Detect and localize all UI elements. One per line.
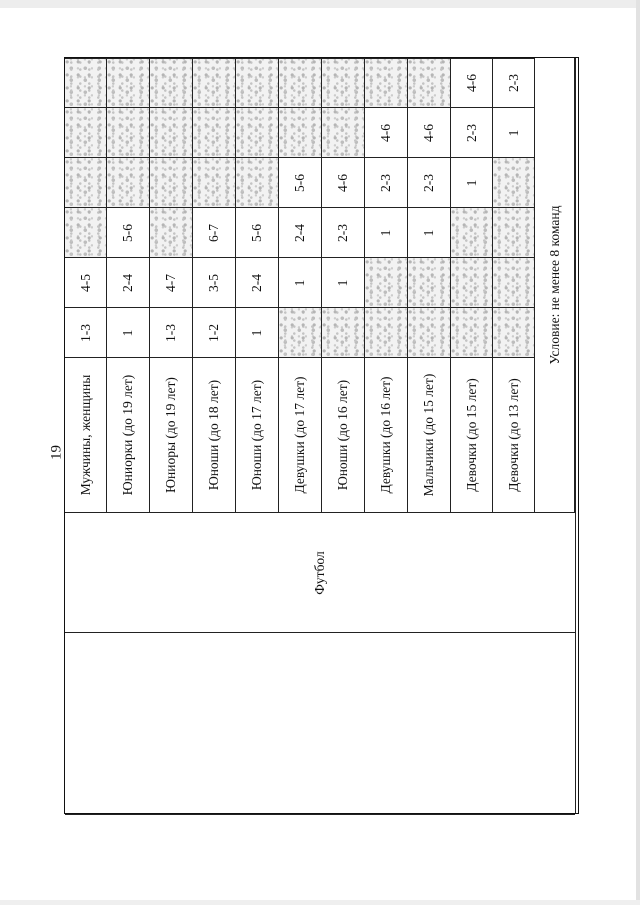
rank-cell: [150, 58, 193, 108]
rank-cell-text: 1: [505, 129, 521, 136]
rank-cell-text: 2-4: [120, 273, 135, 292]
sport-name-cell: [65, 513, 575, 633]
rank-cell: [493, 158, 535, 208]
rank-cell: [408, 158, 451, 208]
category-cell-text: Юноши (до 17 лет): [249, 379, 264, 491]
rank-cell: [236, 158, 279, 208]
rank-cell: [451, 108, 493, 158]
category-cell-text: Мальчики (до 15 лет): [421, 373, 436, 497]
rank-cell: [322, 308, 365, 358]
rank-cell-text: 1: [249, 329, 264, 336]
rank-cell: [193, 208, 236, 258]
rank-cell-text: 1: [421, 229, 436, 236]
rank-cell: [365, 108, 408, 158]
category-cell: [322, 358, 365, 513]
rank-cell: [279, 308, 322, 358]
rank-cell: [107, 208, 150, 258]
category-cell-text: Девочки (до 15 лет): [463, 378, 479, 492]
rank-cell: [279, 108, 322, 158]
category-cell: [236, 358, 279, 513]
rank-cell: [65, 258, 107, 308]
rank-cell: [322, 208, 365, 258]
rank-cell: [65, 308, 107, 358]
rank-cell: [107, 58, 150, 108]
category-cell-text: Девушки (до 16 лет): [378, 376, 393, 494]
rank-cell: [193, 58, 236, 59]
category-cell: [408, 358, 451, 513]
page-number: 19: [48, 445, 65, 460]
rank-cell: [365, 158, 408, 208]
rank-cell: [236, 58, 279, 108]
rank-cell: [451, 158, 493, 208]
category-cell-text: Юниорки (до 19 лет): [120, 374, 135, 496]
rank-cell: [150, 158, 193, 208]
rank-cell: [451, 208, 493, 258]
rank-cell: [493, 308, 535, 358]
rank-cell: [365, 258, 408, 308]
category-cell-text: Девушки (до 17 лет): [292, 376, 307, 494]
rank-cell: [236, 308, 279, 358]
rank-cell: [107, 58, 150, 59]
rank-cell: [493, 258, 535, 308]
rank-cell-text: 2-3: [378, 173, 393, 192]
rank-cell: [236, 108, 279, 158]
rank-cell: [408, 258, 451, 308]
rank-cell: [193, 308, 236, 358]
scan-edge-right: [636, 0, 640, 905]
rank-cell: [279, 258, 322, 308]
category-cell: [451, 358, 493, 513]
rank-cell-text: 2-4: [292, 223, 307, 242]
rank-cell: [65, 58, 107, 59]
rank-cell: [493, 58, 535, 108]
category-cell-text: Юноши (до 18 лет): [206, 379, 221, 491]
rank-cell-text: 1-3: [77, 323, 93, 342]
rank-cell: [451, 58, 493, 59]
rank-cell: [365, 58, 408, 108]
rank-cell: [236, 208, 279, 258]
rank-cell-text: 1: [378, 229, 393, 236]
rank-cell-text: 6-7: [206, 223, 221, 242]
rank-cell: [408, 208, 451, 258]
rank-cell: [451, 308, 493, 358]
rank-cell: [236, 258, 279, 308]
rank-cell: [279, 158, 322, 208]
rank-cell-text: 1: [463, 179, 479, 186]
rank-cell: [65, 58, 107, 108]
rank-cell: [193, 158, 236, 208]
rank-cell: [150, 258, 193, 308]
scan-edge-bottom: [0, 900, 640, 905]
rank-cell-text: 1-3: [163, 323, 178, 342]
rank-cell-text: 1-2: [206, 323, 221, 342]
rank-cell-text: 2-3: [505, 73, 521, 92]
rank-cell: [279, 58, 322, 59]
rank-cell-text: 2-3: [421, 173, 436, 192]
rank-cell-text: 4-6: [378, 123, 393, 142]
rank-cell: [107, 108, 150, 158]
rank-cell: [322, 58, 365, 108]
rank-cell-text: 5-6: [249, 223, 264, 242]
rank-cell: [408, 108, 451, 158]
rank-cell: [65, 108, 107, 158]
rank-cell-text: 2-3: [335, 223, 350, 242]
rank-cell-text: 4-6: [335, 173, 350, 192]
sport-name-cell-text: Футбол: [312, 550, 327, 595]
rank-cell-text: 4-7: [163, 273, 178, 292]
rank-cell: [107, 258, 150, 308]
rank-cell: [193, 258, 236, 308]
rank-cell: [322, 108, 365, 158]
rank-cell-text: 1: [292, 279, 307, 286]
rank-cell: [65, 208, 107, 258]
condition-cell: [535, 58, 575, 513]
ranking-table: [64, 57, 579, 814]
table-right-rule: [575, 58, 576, 813]
rank-cell-text: 1: [335, 279, 350, 286]
rank-cell-text: 5-6: [120, 223, 135, 242]
rank-cell: [279, 208, 322, 258]
rank-cell-text: 4-6: [463, 73, 479, 92]
rank-cell: [65, 158, 107, 208]
rank-cell-text: 2-4: [249, 273, 264, 292]
category-cell-text: Мужчины, женщины: [77, 374, 93, 496]
rank-cell-text: 4-5: [77, 273, 93, 292]
category-cell: [493, 358, 535, 513]
category-cell-text: Юниоры (до 19 лет): [163, 377, 178, 493]
rank-cell: [193, 58, 236, 108]
rank-cell-text: 3-5: [206, 273, 221, 292]
rank-cell: [408, 58, 451, 108]
rank-cell: [107, 158, 150, 208]
rank-cell-text: 5-6: [292, 173, 307, 192]
category-cell-text: Девочки (до 13 лет): [505, 378, 521, 492]
rank-cell-text: 1: [120, 329, 135, 336]
category-cell: [193, 358, 236, 513]
scan-edge-top: [0, 0, 640, 8]
rank-cell: [193, 108, 236, 158]
rank-cell: [365, 208, 408, 258]
rank-cell: [150, 108, 193, 158]
rank-cell: [322, 258, 365, 308]
rank-cell-text: 2-3: [463, 123, 479, 142]
rank-cell: [150, 208, 193, 258]
rank-cell: [150, 308, 193, 358]
rank-cell: [279, 58, 322, 108]
rank-cell: [493, 58, 535, 59]
rank-cell: [365, 58, 408, 59]
condition-cell-text: Условие: не менее 8 команд: [546, 205, 562, 365]
rank-cell: [150, 58, 193, 59]
rank-cell: [493, 208, 535, 258]
category-cell-text: Юноши (до 16 лет): [335, 379, 350, 491]
rank-cell: [408, 308, 451, 358]
rank-cell: [107, 308, 150, 358]
rank-cell: [451, 58, 493, 108]
rank-cell: [236, 58, 279, 59]
rank-cell: [322, 158, 365, 208]
rank-cell: [451, 258, 493, 308]
category-cell: [365, 358, 408, 513]
category-cell: [279, 358, 322, 513]
rank-cell-text: 4-6: [421, 123, 436, 142]
category-cell: [150, 358, 193, 513]
rank-cell: [322, 58, 365, 59]
rank-cell: [408, 58, 451, 59]
category-cell: [65, 358, 107, 513]
category-cell: [107, 358, 150, 513]
rank-cell: [493, 108, 535, 158]
rank-cell: [365, 308, 408, 358]
